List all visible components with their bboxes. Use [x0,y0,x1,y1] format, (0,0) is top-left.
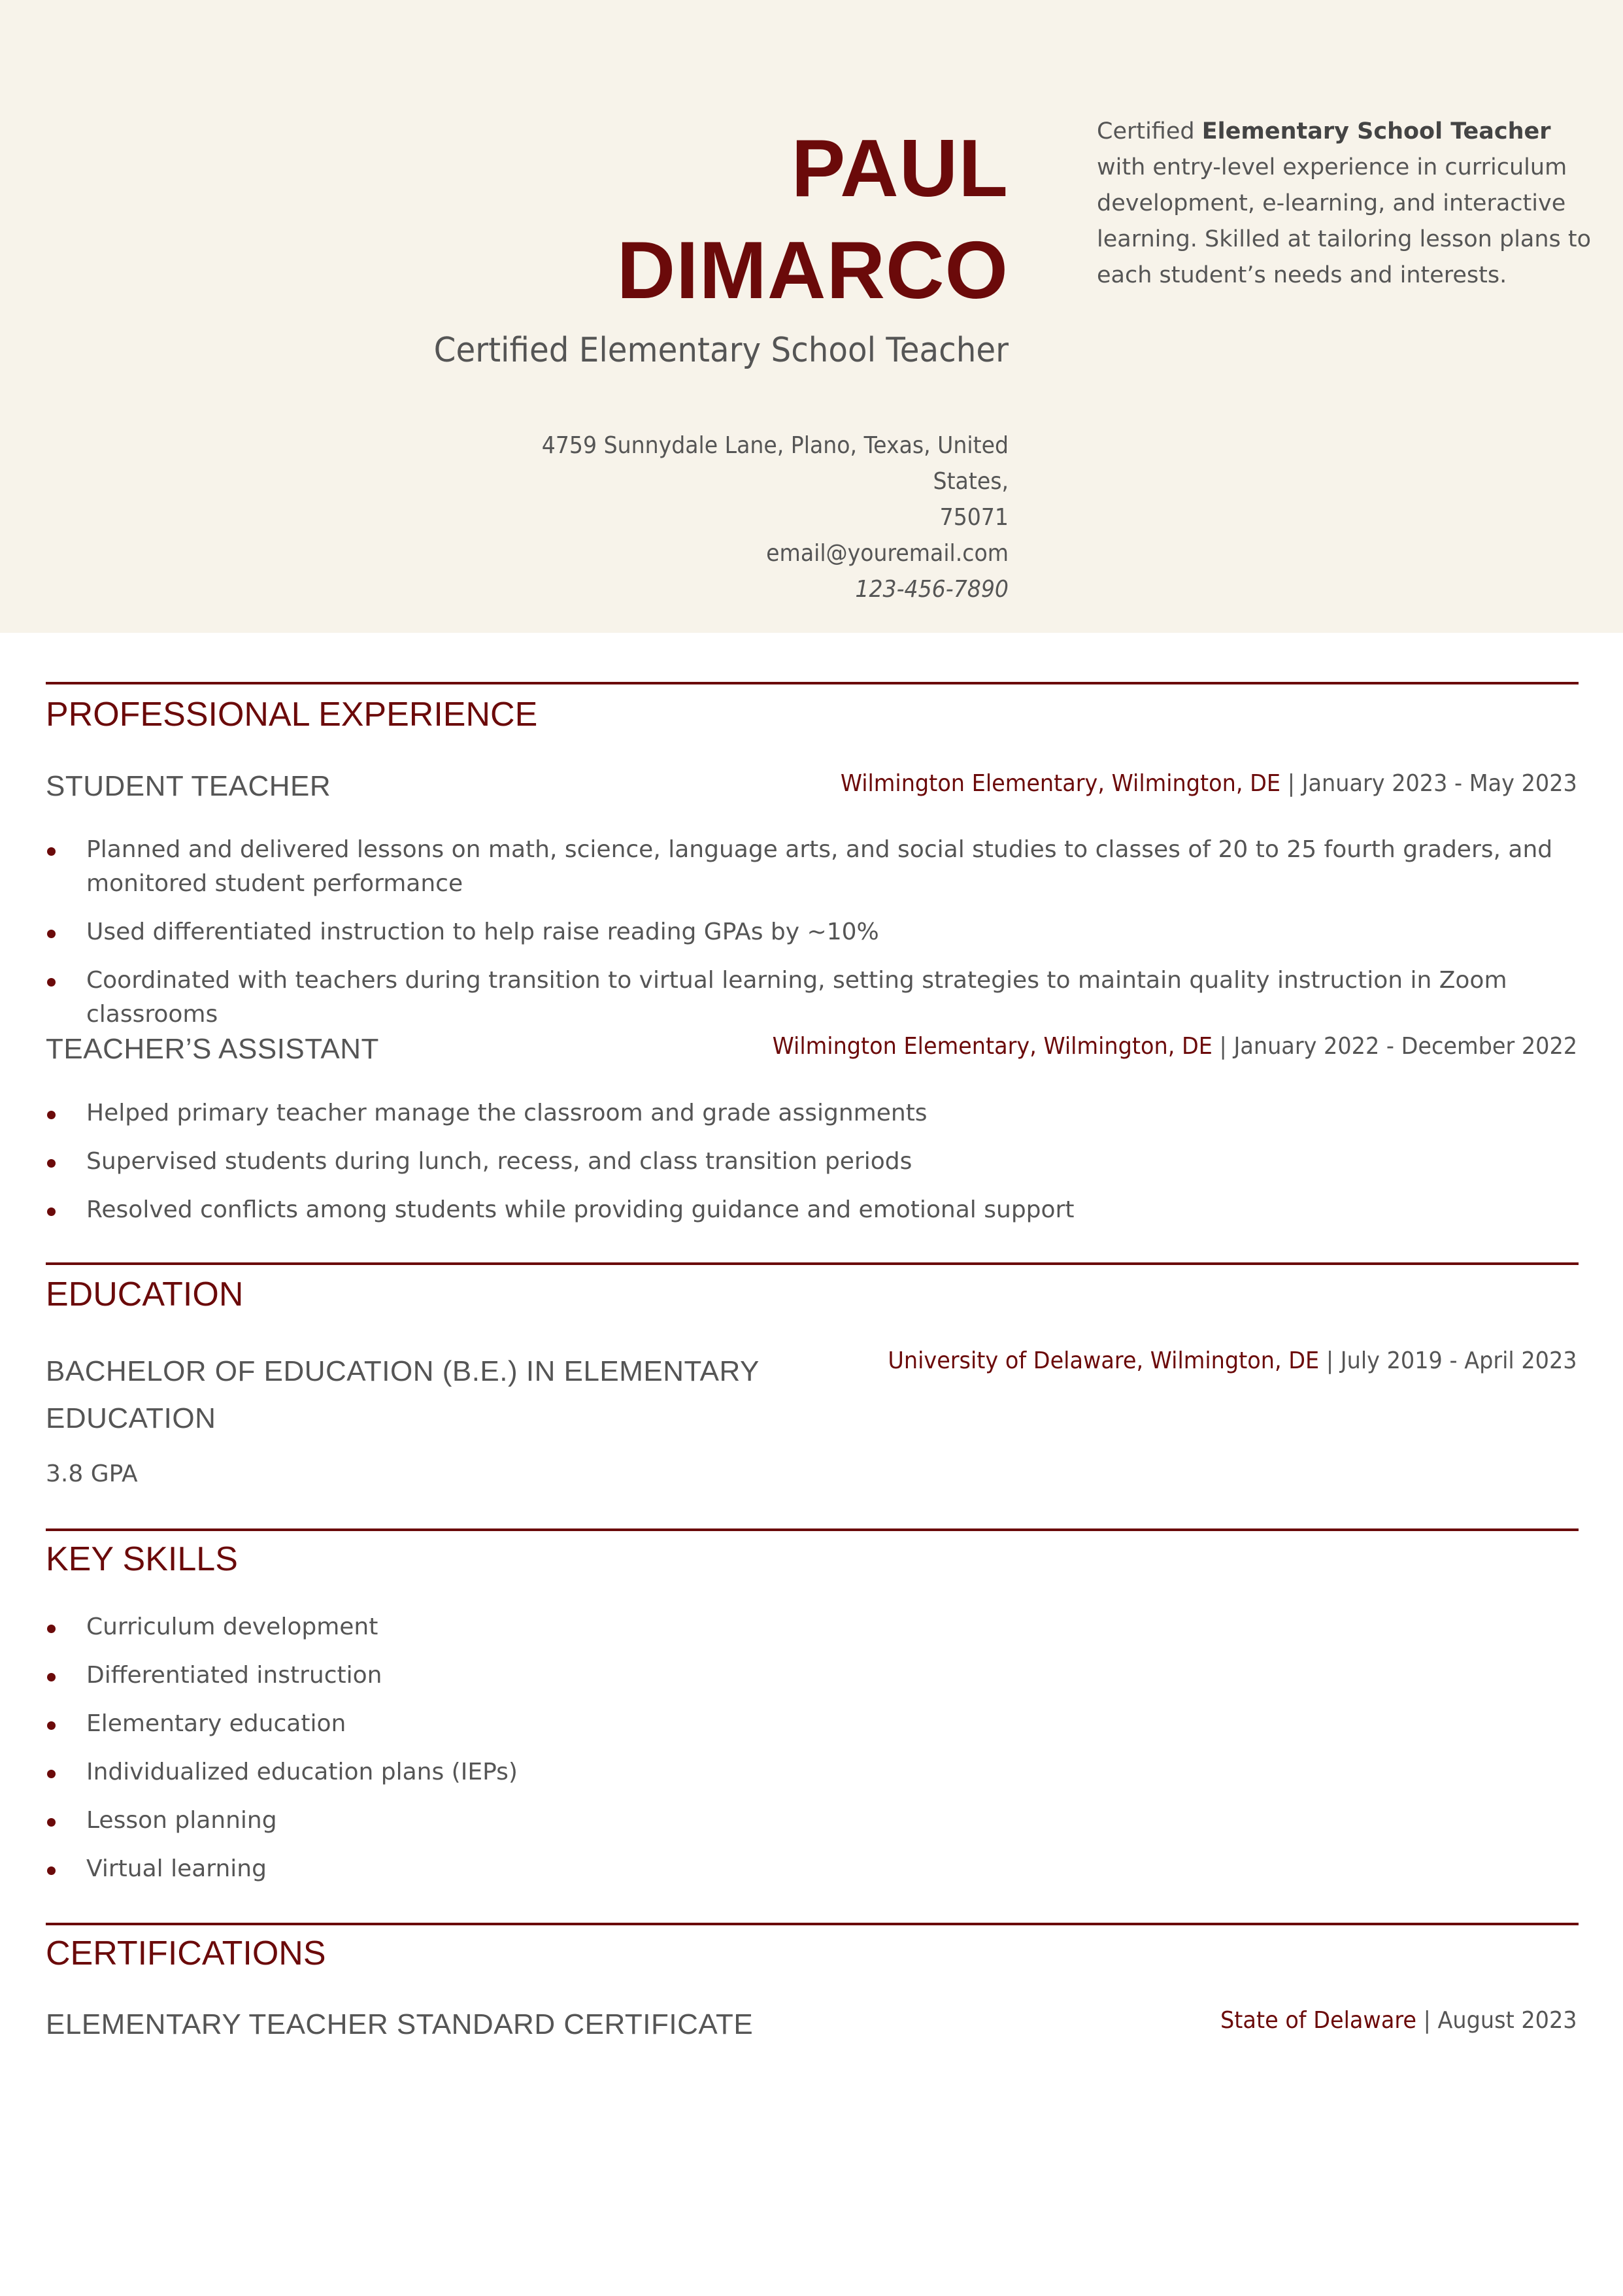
email[interactable]: email@youremail.com [766,540,1009,567]
section-divider [46,682,1579,684]
degree-line-2: EDUCATION [46,1402,216,1434]
last-name: DIMARCO [616,226,1009,316]
education-dates: July 2019 - April 2023 [1341,1347,1577,1374]
job-role: TEACHER’S ASSISTANT [46,1033,379,1065]
summary-post: with entry-level experience in curriculum development, e-learning, and interactive learning. Skilled at tailoring lesson plans to each student’s needs and interests. [1097,154,1592,288]
skill-item: Curriculum development [46,1610,1575,1644]
section-divider [46,1262,1579,1265]
summary-pre: Certified [1097,118,1202,144]
section-title-skills: KEY SKILLS [46,1540,238,1578]
degree-line-1: BACHELOR OF EDUCATION (B.E.) IN ELEMENTARY [46,1355,760,1387]
job-title: Certified Elementary School Teacher [433,331,1009,370]
skills-list [46,1610,1575,1886]
job-meta [841,770,1577,797]
address-line-1: 4759 Sunnydale Lane, Plano, Texas, United States, [541,432,1009,495]
job-bullets [46,833,1575,1032]
meta-separator: | [1212,1033,1234,1060]
job-place: Wilmington Elementary, Wilmington, DE [772,1033,1213,1060]
meta-separator: | [1416,2007,1438,2034]
phone[interactable]: 123-456-7890 [855,576,1009,603]
summary [1097,114,1594,294]
certificate-issuer: State of Delaware [1220,2007,1417,2034]
section-title-certifications: CERTIFICATIONS [46,1934,326,1972]
job-bullets [46,1096,1575,1227]
education-meta [888,1347,1577,1374]
certificate-date: August 2023 [1437,2007,1577,2034]
list-item: Helped primary teacher manage the classroom and grade assignments [46,1096,1575,1130]
job-dates: January 2022 - December 2022 [1233,1033,1577,1060]
certificate-meta [1221,2007,1577,2034]
address-line-2: 75071 [939,504,1009,531]
section-title-education: EDUCATION [46,1275,244,1313]
certificate-name: ELEMENTARY TEACHER STANDARD CERTIFICATE [46,2008,754,2040]
school-place: University of Delaware, Wilmington, DE [888,1347,1320,1374]
degree-title [46,1348,760,1442]
list-item: Coordinated with teachers during transition to virtual learning, setting strategies to maintain quality instruction in Zoom classrooms [46,964,1575,1032]
list-item: Planned and delivered lessons on math, science, language arts, and social studies to classes of 20 to 25 fourth graders, and monitored student performance [46,833,1575,901]
meta-separator: | [1319,1347,1341,1374]
section-title-experience: PROFESSIONAL EXPERIENCE [46,696,538,734]
candidate-name [290,118,1009,322]
summary-bold: Elementary School Teacher [1201,118,1551,144]
skill-item: Individualized education plans (IEPs) [46,1755,1575,1789]
job-role: STUDENT TEACHER [46,770,331,802]
skill-item: Lesson planning [46,1804,1575,1838]
contact-info [467,428,1009,607]
header-band [0,0,1623,633]
skill-item: Differentiated instruction [46,1659,1575,1693]
job-place: Wilmington Elementary, Wilmington, DE [840,770,1281,797]
gpa: 3.8 GPA [46,1460,138,1487]
job-dates: January 2023 - May 2023 [1301,770,1577,797]
section-divider [46,1528,1579,1531]
list-item: Supervised students during lunch, recess, and class transition periods [46,1145,1575,1179]
skill-item: Virtual learning [46,1852,1575,1886]
list-item: Used differentiated instruction to help raise reading GPAs by ~10% [46,915,1575,949]
section-divider [46,1923,1579,1925]
list-item: Resolved conflicts among students while providing guidance and emotional support [46,1193,1575,1227]
first-name: PAUL [791,124,1009,214]
meta-separator: | [1280,770,1302,797]
job-meta [773,1033,1577,1060]
skill-item: Elementary education [46,1707,1575,1741]
